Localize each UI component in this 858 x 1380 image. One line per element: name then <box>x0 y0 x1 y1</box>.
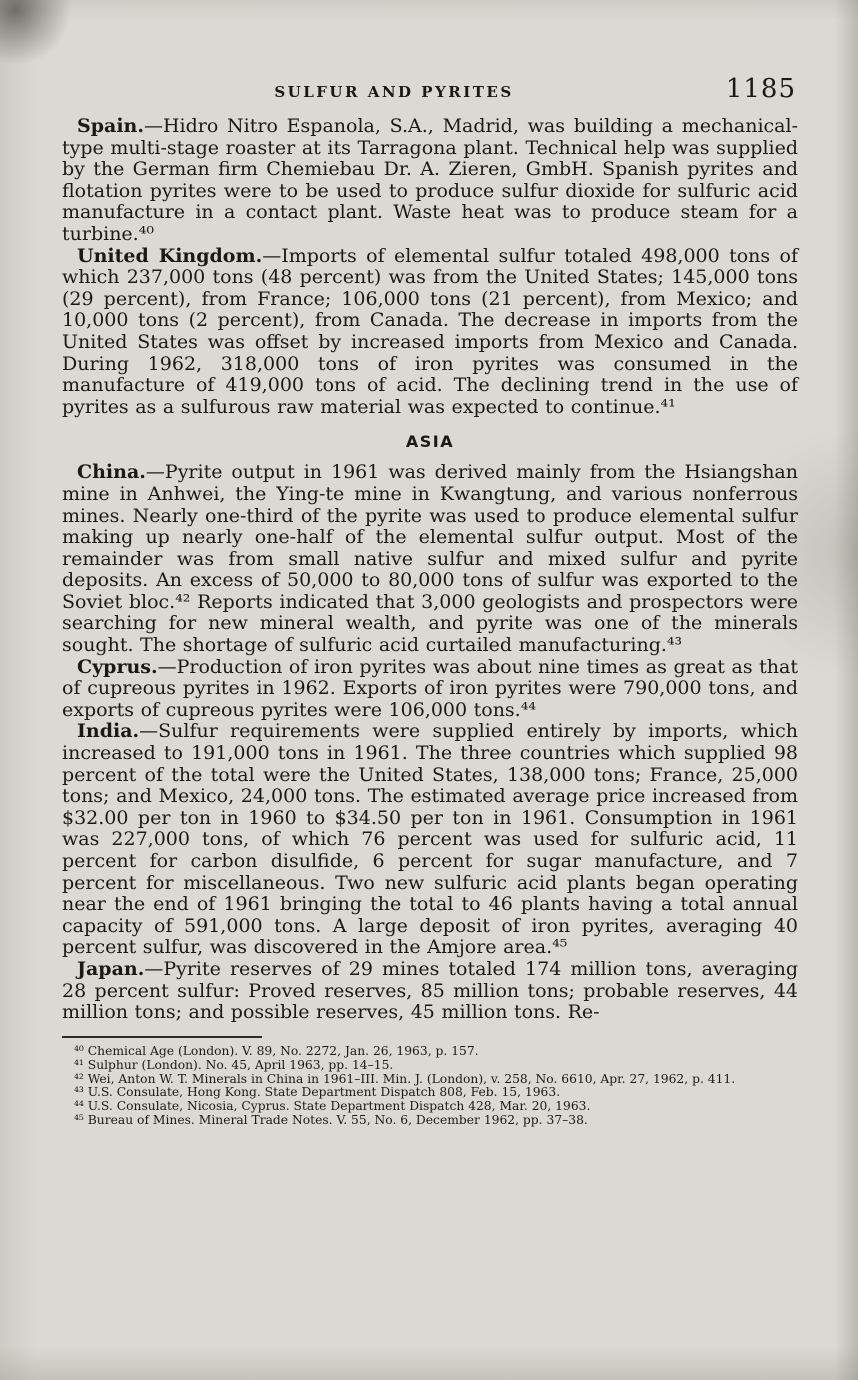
paragraph-lead: United Kingdom. <box>77 244 263 267</box>
footnote-item: ⁴³ U.S. Consulate, Hong Kong. State Department Dispatch 808, Feb. 15, 1963. <box>74 1085 561 1100</box>
paragraph-united-kingdom <box>62 246 798 419</box>
paragraph-spain <box>62 116 798 246</box>
page-header-title: SULFUR AND PYRITES <box>274 83 514 101</box>
paragraph-china <box>62 462 798 656</box>
footnote-item: ⁴⁴ U.S. Consulate, Nicosia, Cyprus. State Department Dispatch 428, Mar. 20, 1963. <box>74 1099 591 1114</box>
text-block <box>62 116 798 1128</box>
paragraph-text: —Pyrite reserves of 29 mines totaled 174 million tons, averaging 28 percent sulfur: Proved reserves, 85 million tons; probable reserves, 44 million tons; and possible reserves, 45 million tons. Re- <box>62 957 798 1024</box>
paragraph-india <box>62 721 798 959</box>
page-number: 1185 <box>725 74 796 104</box>
footnote-item: ⁴² Wei, Anton W. T. Minerals in China in 1961–III. Min. J. (London), v. 258, No. 6610, Apr. 27, 1962, p. 411. <box>74 1071 736 1086</box>
paragraph-cyprus <box>62 657 798 722</box>
paragraph-lead: China. <box>77 461 146 484</box>
footnote-item: ⁴¹ Sulphur (London). No. 45, April 1963, pp. 14–15. <box>74 1057 394 1072</box>
paragraph-japan <box>62 959 798 1024</box>
paragraph-text: —Sulfur requirements were supplied entirely by imports, which increased to 191,000 tons in 1961. The three countries which supplied 98 percent of the total were the United States, 138,000 tons; France, 25,000 tons; and Mexico, 24,000 tons. The estimated average price increased from $32.00 per ton in 1960 to $34.50 per ton in 1961. Consumption in 1961 was 227,000 tons, of which 76 percent was used for sulfuric acid, 11 percent for carbon disulfide, 6 percent for sugar manufacture, and 7 percent for miscellaneous. Two new sulfuric acid plants began operating near the end of 1961 bringing the total to 46 plants having a total annual capacity of 591,000 tons. A large deposit of iron pyrites, averaging 40 percent sulfur, was discovered in the Amjore area.⁴⁵ <box>62 720 798 959</box>
paragraph-text: —Imports of elemental sulfur totaled 498,000 tons of which 237,000 tons (48 percent) was from the United States; 145,000 tons (29 percent), from France; 106,000 tons (21 percent), from Mexico; and 10,000 tons (2 percent), from Canada. The decrease in imports from the United States was offset by increased imports from Mexico and Canada. During 1962, 318,000 tons of iron pyrites was consumed in the manufacture of 419,000 tons of acid. The declining trend in the use of pyrites as a sulfurous raw material was expected to continue.⁴¹ <box>62 244 798 418</box>
paragraph-text: —Pyrite output in 1961 was derived mainly from the Hsiangshan mine in Anhwei, the Ying-te mine in Kwangtung, and various nonferrous mines. Nearly one-third of the pyrite was used to produce elemental sulfur making up nearly one-half of the elemental sulfur output. Most of the remainder was from small native sulfur and mixed sulfur and pyrite deposits. An excess of 50,000 to 80,000 tons of sulfur was exported to the Soviet bloc.⁴² Reports indicated that 3,000 geologists and prospectors were searching for new mineral wealth, and pyrite was one of the minerals sought. The shortage of sulfuric acid curtailed manufacturing.⁴³ <box>62 461 798 657</box>
paragraph-text: —Production of iron pyrites was about nine times as great as that of cupreous pyrites in 1962. Exports of iron pyrites were 790,000 tons, and exports of cupreous pyrites were 106,000 tons.⁴⁴ <box>62 655 798 721</box>
footnote-item: ⁴⁰ Chemical Age (London). V. 89, No. 2272, Jan. 26, 1963, p. 157. <box>74 1043 479 1058</box>
paragraph-lead: India. <box>77 720 140 743</box>
paragraph-lead: Cyprus. <box>77 655 158 678</box>
section-heading-asia: ASIA <box>405 432 455 452</box>
footnotes <box>62 1045 798 1128</box>
footnote-divider <box>62 1036 262 1038</box>
paragraph-lead: Spain. <box>77 115 144 137</box>
footnote-item: ⁴⁵ Bureau of Mines. Mineral Trade Notes. V. 55, No. 6, December 1962, pp. 37–38. <box>74 1113 588 1128</box>
paragraph-text: —Hidro Nitro Espanola, S.A., Madrid, was building a mechanical-type multi-stage roaster at its Tarragona plant. Technical help was supplied by the German firm Chemiebau Dr. A. Zieren, GmbH. Spanish pyrites and flotation pyrites were to be used to produce sulfur dioxide for sulfuric acid manufacture in a contact plant. Waste heat was to produce steam for a turbine.⁴⁰ <box>62 115 798 245</box>
paragraph-lead: Japan. <box>77 957 145 980</box>
page-body <box>62 76 798 1128</box>
page-header <box>62 76 798 106</box>
